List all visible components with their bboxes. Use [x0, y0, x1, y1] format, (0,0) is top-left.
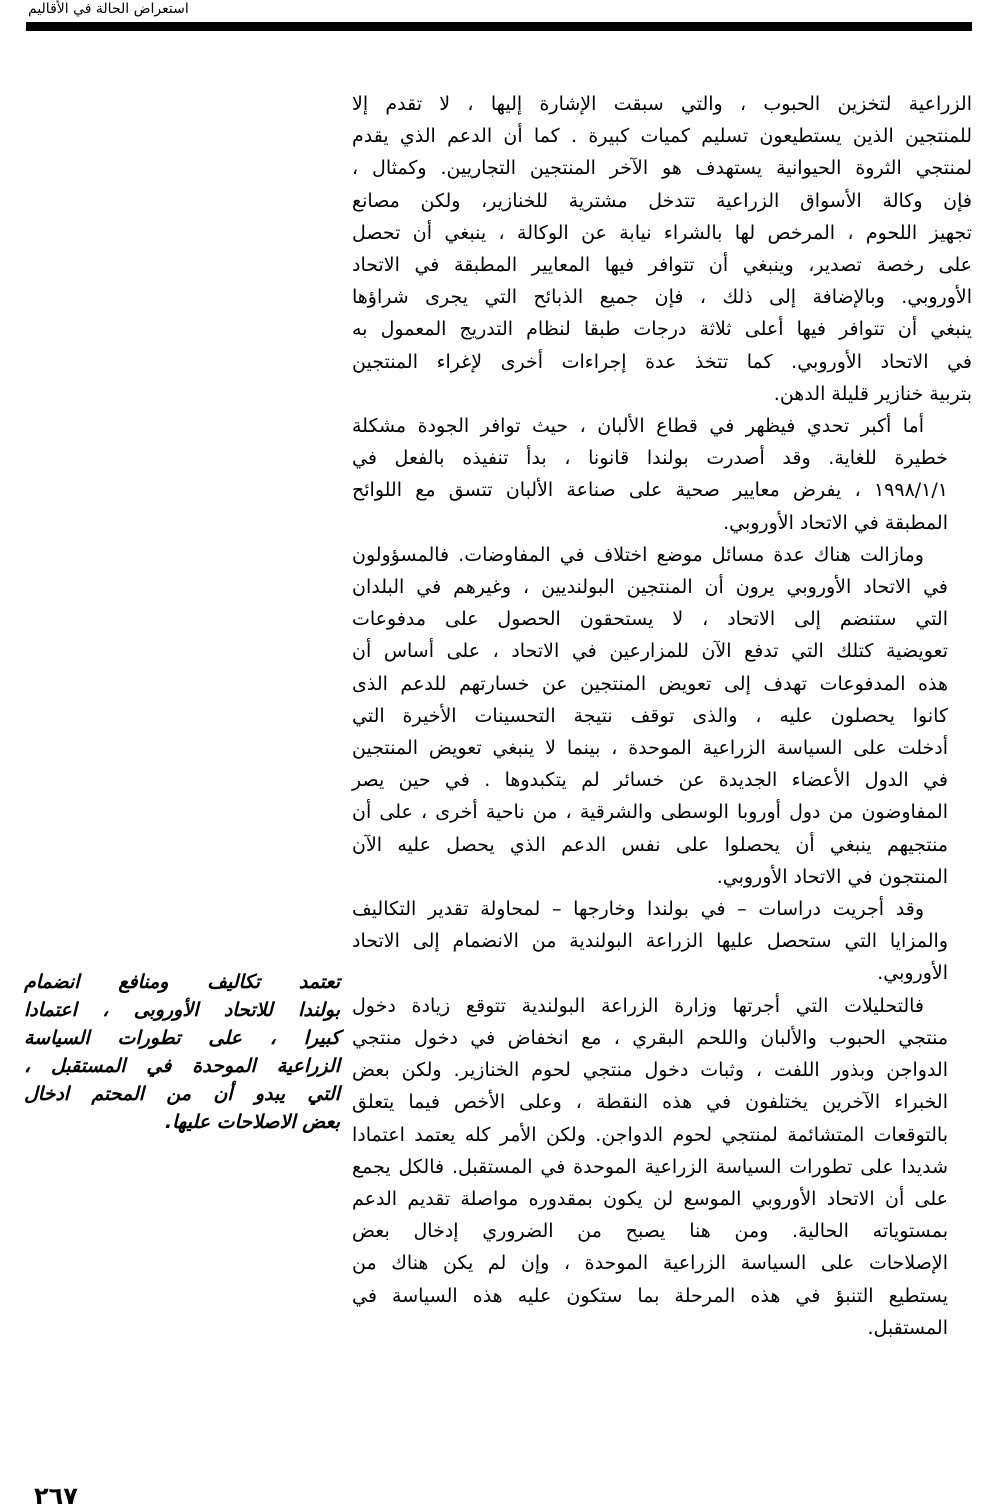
text-line: الأوروبي.: [877, 962, 948, 985]
text-line: في الاتحاد الأوروبي يرون أن المنتجين البولنديين ، وغيرهم في البلدان: [352, 576, 948, 599]
text-line: الإصلاحات على السياسة الزراعية الموحدة ، وإن لم يكن هناك من: [352, 1252, 948, 1275]
text-line: بالتوقعات المتشائمة لمنتجي لحوم الدواجن. ولكن الأمر كله يعتمد اعتمادا: [352, 1123, 948, 1146]
text-line: المستقبل.: [867, 1316, 948, 1339]
text-line: التي ستنضم إلى الاتحاد ، لا يستحقون الحصول على مدفوعات: [352, 608, 948, 631]
pull-quote-line: تعتمد تكاليف ومنافع انضمام: [24, 971, 340, 993]
paragraph-4: [352, 893, 972, 990]
text-line: المطبقة في الاتحاد الأوروبي.: [723, 511, 948, 534]
text-line: الخبراء الآخرين يختلفون في هذه النقطة ، وعلى الأخص فيما يتعلق: [352, 1091, 948, 1114]
text-line: منتجي الحبوب والألبان واللحم البقري ، مع انخفاض في دخول منتجي: [352, 1026, 948, 1049]
text-line: هذه المدفوعات تهدف إلى تعويض المنتجين عن خسارتهم للدعم الذى: [352, 672, 948, 695]
text-line: تجهيز اللحوم ، المرخص لها بالشراء نيابة عن الوكالة ، ينبغي أن تحصل: [352, 221, 972, 244]
text-line: على رخصة تصدير، وينبغي أن تتوافر فيها المعايير المطبقة في الاتحاد: [352, 254, 972, 277]
page-number: ٢٦٧: [34, 1482, 78, 1510]
text-line: المنتجون في الاتحاد الأوروبي.: [716, 865, 948, 888]
text-line: أدخلت على السياسة الزراعية الموحدة ، بينما لا ينبغي تعويض المنتجين: [352, 737, 948, 760]
text-line: الأوروبي. وبالإضافة إلى ذلك ، فإن جميع الذبائح التي يجرى شراؤها: [352, 286, 972, 309]
pull-quote-line: بعض الاصلاحات عليها.: [164, 1111, 340, 1133]
text-line: والمزايا التي ستحصل عليها الزراعة البولندية من الانضمام إلى الاتحاد: [352, 930, 948, 953]
text-line: بتربية خنازير قليلة الدهن.: [773, 382, 972, 405]
text-line: فالتحليلات التي أجرتها وزارة الزراعة البولندية تتوقع زيادة دخول: [352, 994, 924, 1017]
text-line: على أن الاتحاد الأوروبي الموسع لن يكون بمقدوره مواصلة تقديم الدعم: [352, 1187, 948, 1210]
text-line: خطيرة للغاية. وقد أصدرت بولندا قانونا ، بدأ تنفيذه بالفعل في: [352, 447, 948, 470]
pull-quote-line: كبيرا ، على تطورات السياسة: [24, 1027, 340, 1049]
text-line: بمستوياته الحالية. ومن هنا يصبح من الضروري إدخال بعض: [352, 1220, 948, 1243]
pull-quote-line: بولندا للاتحاد الأوروبى ، اعتمادا: [24, 999, 340, 1021]
text-line: الدواجن وبذور اللفت ، وثبات دخول منتجي لحوم الخنازير. ولكن بعض: [352, 1059, 948, 1082]
paragraph-5: [352, 990, 972, 1344]
text-line: شديدا على تطورات السياسة الزراعية الموحدة في المستقبل. فالكل يجمع: [352, 1155, 948, 1178]
text-line: ينبغي أن تتوافر فيها أعلى ثلاثة درجات طبقا لنظام التدريج المعمول به: [352, 318, 972, 341]
text-line: كانوا يحصلون عليه ، والذى توقف نتيجة التحسينات الأخيرة التي: [352, 704, 948, 727]
text-line: لمنتجي الثروة الحيوانية يستهدف هو الآخر المنتجين التجاريين. وكمثال ،: [352, 157, 972, 180]
text-line: ومازالت هناك عدة مسائل موضع اختلاف في المفاوضات. فالمسؤولون: [352, 543, 924, 566]
paragraph-1: [352, 88, 972, 410]
paragraph-2: [352, 410, 972, 539]
pull-quote: [24, 968, 340, 1136]
text-line: تعويضية كتلك التي تدفع الآن للمزارعين في الاتحاد ، على أساس أن: [352, 640, 948, 663]
text-line: أما أكبر تحدي فيظهر في قطاع الألبان ، حيث توافر الجودة مشكلة: [352, 415, 924, 438]
main-text-column: [352, 88, 972, 1344]
running-header-title: استعراض الحالة في الأقاليم: [28, 1, 189, 17]
pull-quote-line: الزراعية الموحدة في المستقبل ،: [24, 1055, 340, 1077]
text-line: ١٩٩٨/١/١ ، يفرض معايير صحية على صناعة الألبان تتسق مع اللوائح: [352, 479, 948, 502]
text-line: وقد أجريت دراسات – في بولندا وخارجها – لمحاولة تقدير التكاليف: [352, 898, 924, 921]
text-line: فإن وكالة الأسواق الزراعية تتدخل مشترية للخنازير، ولكن مصانع: [352, 189, 972, 212]
text-line: الزراعية لتخزين الحبوب ، والتي سبقت الإشارة إليها ، لا تقدم إلا: [352, 93, 972, 115]
text-line: يستطيع التنبؤ في هذه المرحلة بما ستكون عليه هذه السياسة في: [352, 1284, 948, 1307]
paragraph-3: [352, 539, 972, 893]
text-line: منتجيهم ينبغي أن يحصلوا على نفس الدعم الذي يحصل عليه الآن: [352, 833, 948, 856]
text-line: في الاتحاد الأوروبي. كما تتخذ عدة إجراءات أخرى لإغراء المنتجين: [352, 350, 972, 373]
header-rule: [26, 22, 972, 31]
text-line: للمنتجين الذين يستطيعون تسليم كميات كبيرة . كما أن الدعم الذي يقدم: [352, 125, 972, 148]
text-line: المفاوضون من دول أوروبا الوسطى والشرقية ، من ناحية أخرى ، على أن: [352, 801, 948, 824]
pull-quote-line: التي يبدو أن من المحتم ادخال: [24, 1083, 340, 1105]
text-line: في الدول الأعضاء الجديدة عن خسائر لم يتكبدوها . في حين يصر: [352, 769, 948, 792]
